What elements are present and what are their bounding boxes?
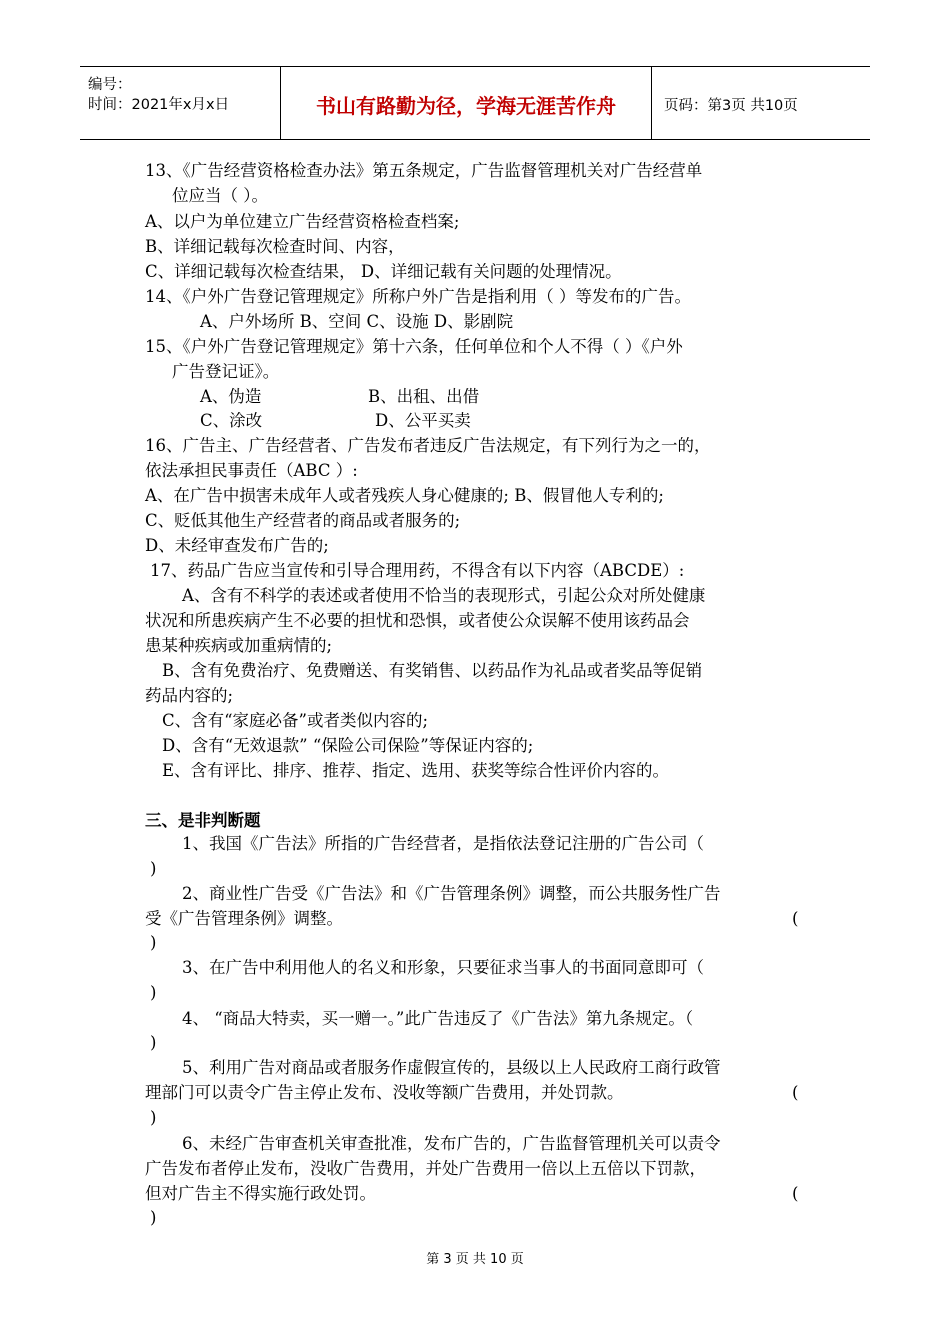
body-line: A、含有不科学的表述或者使用不恰当的表现形式，引起公众对所处健康 [182, 586, 706, 605]
judgement-line: 4、 “商品大特卖，买一赠一。”此广告违反了《广告法》第九条规定。（ [182, 1009, 694, 1028]
option-a: A、伪造 [200, 387, 262, 406]
option-c: C、涂改 [200, 411, 263, 430]
body-line: E、含有评比、排序、推荐、指定、选用、获奖等综合性评价内容的。 [162, 761, 670, 780]
body-line: B、详细记载每次检查时间、内容， [145, 237, 405, 256]
judgement-line: 受《广告管理条例》调整。 [145, 909, 343, 928]
body-line: A、户外场所 B、空间 C、设施 D、影剧院 [200, 312, 514, 331]
body-line: D、未经审查发布广告的; [145, 536, 329, 555]
judgement-line: 5、利用广告对商品或者服务作虚假宣传的，县级以上人民政府工商行政管 [182, 1058, 721, 1077]
judgement-line: ( [792, 909, 799, 928]
header-meta [80, 67, 281, 139]
body-line: 15、《户外广告登记管理规定》第十六条，任何单位和个人不得（ ）《户外 [145, 337, 683, 356]
body-line: 患某种疾病或加重病情的; [145, 636, 333, 655]
header-motto-cell [281, 67, 652, 139]
judgement-line: 2、商业性广告受《广告法》和《广告管理条例》调整，而公共服务性广告 [182, 884, 721, 903]
judgement-line: 3、在广告中利用他人的名义和形象，只要征求当事人的书面同意即可（ [182, 958, 704, 977]
page-footer: 第 3 页 共 10 页 [426, 1252, 524, 1267]
judgement-line: ) [150, 1108, 157, 1127]
judgement-line: ( [792, 1184, 799, 1203]
judgement-line: 理部门可以责令广告主停止发布、没收等额广告费用，并处罚款。 [145, 1083, 624, 1102]
judgement-line: 1、我国《广告法》所指的广告经营者，是指依法登记注册的广告公司（ [182, 834, 704, 853]
body-line: A、在广告中损害未成年人或者残疾人身心健康的; B、假冒他人专利的; [145, 486, 664, 505]
body-line: 16、广告主、广告经营者、广告发布者违反广告法规定，有下列行为之一的， [145, 436, 711, 455]
page-header [80, 66, 870, 140]
header-time-label: 时间：2021年x月x日 [88, 97, 230, 113]
judgement-line: ( [792, 1083, 799, 1102]
header-motto: 书山有路勤为径，学海无涯苦作舟 [316, 94, 616, 118]
body-line: 17、药品广告应当宣传和引导合理用药，不得含有以下内容（ABCDE）: [150, 561, 685, 580]
body-line: C、贬低其他生产经营者的商品或者服务的; [145, 511, 461, 530]
header-number-label: 编号： [88, 77, 132, 93]
body-line: D、含有“无效退款” “保险公司保险”等保证内容的; [162, 736, 534, 755]
body-line: 13、《广告经营资格检查办法》第五条规定，广告监督管理机关对广告经营单 [145, 161, 703, 180]
body-line: C、详细记载每次检查结果， D、详细记载有关问题的处理情况。 [145, 262, 622, 281]
judgement-line: ) [150, 859, 157, 878]
judgement-line: ) [150, 1033, 157, 1052]
body-line: A、以户为单位建立广告经营资格检查档案; [145, 212, 460, 231]
judgement-line: ) [150, 933, 157, 952]
option-d: D、公平买卖 [375, 411, 471, 430]
judgement-line: 广告发布者停止发布，没收广告费用，并处广告费用一倍以上五倍以下罚款， [145, 1159, 706, 1178]
judgement-line: ) [150, 1208, 157, 1227]
section-title: 三、是非判断题 [145, 811, 261, 830]
body-line: 药品内容的; [145, 686, 234, 705]
judgement-line: ) [150, 983, 157, 1002]
header-page-cell [652, 67, 870, 139]
body-line: 广告登记证》。 [172, 362, 280, 381]
header-page-info: 页码：第3页 共10页 [664, 98, 798, 114]
option-b: B、出租、出借 [368, 387, 480, 406]
body-line: C、含有“家庭必备”或者类似内容的; [162, 711, 429, 730]
judgement-line: 6、未经广告审查机关审查批准，发布广告的，广告监督管理机关可以责令 [182, 1134, 721, 1153]
body-line: 位应当（ ）。 [172, 186, 268, 205]
body-line: 14、《户外广告登记管理规定》所称户外广告是指利用（ ）等发布的广告。 [145, 287, 691, 306]
body-line: 状况和所患疾病产生不必要的担忧和恐惧，或者使公众误解不使用该药品会 [145, 611, 690, 630]
body-line: 依法承担民事责任（ABC ）: [145, 461, 358, 480]
body-line: B、含有免费治疗、免费赠送、有奖销售、以药品作为礼品或者奖品等促销 [162, 661, 703, 680]
judgement-line: 但对广告主不得实施行政处罚。 [145, 1184, 376, 1203]
